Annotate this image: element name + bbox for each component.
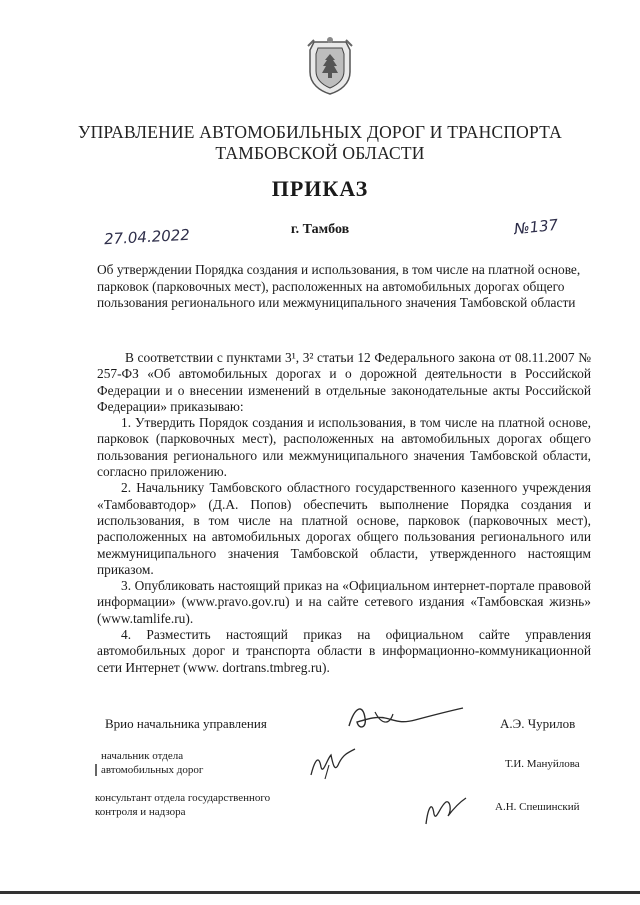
- handwritten-order-number: №137: [513, 215, 560, 239]
- order-item-4: 4. Разместить настоящий приказ на официальном сайте управления автомобильных дорог и транспорта области в информационно-коммуникационной сети Интернет (www. dortrans.tmbreg.ru).: [97, 627, 591, 675]
- approver2-position-line2: контроля и надзора: [95, 806, 186, 818]
- signature-main: [345, 698, 475, 743]
- approver1-position-line2: автомобильных дорог: [101, 764, 204, 776]
- signatory-name: А.Э. Чурилов: [500, 716, 576, 731]
- handwritten-date: 27.04.2022: [103, 225, 191, 249]
- signatory-position: Врио начальника управления: [105, 716, 267, 731]
- approver2-name: А.Н. Спешинский: [495, 801, 580, 813]
- signature-approver1: [305, 745, 365, 790]
- document-type-title: ПРИКАЗ: [271, 176, 369, 201]
- order-subject: Об утверждении Порядка создания и использования, в том числе на платной основе, парковок (парковочных мест), расположенных на автомобильных дорогах общего пользования регионального или межмуниципального значения Тамбовской области: [97, 262, 581, 311]
- order-item-2: 2. Начальнику Тамбовского областного государственного казенного учреждения «Тамбовавтодор» (Д.А. Попов) обеспечить выполнение Порядка создания и использования, в том числе на платной основе, парковок (парковочных мест), расположенных на автомобильных дорогах общего пользования регионального или межмуниципального значения Тамбовской области, утвержденного настоящим приказом.: [97, 480, 591, 577]
- city-label: г. Тамбов: [290, 222, 350, 237]
- preamble-paragraph: В соответствии с пунктами 3¹, 3² статьи 12 Федерального закона от 08.11.2007 № 257-ФЗ «Об автомобильных дорогах и о дорожной деятельности в Российской Федерации и о внесении изменений в отдельные законодательные акты Российской Федерации» приказываю:: [97, 350, 591, 414]
- order-item-1: 1. Утвердить Порядок создания и использования, в том числе на платной основе, парковок (парковочных мест), расположенных на автомобильных дорогах общего пользования регионального или межмуниципального значения Тамбовской области, согласно приложению.: [97, 415, 591, 480]
- signature-approver2: [420, 790, 470, 835]
- agency-name-line1: УПРАВЛЕНИЕ АВТОМОБИЛЬНЫХ ДОРОГ И ТРАНСПОРТА: [77, 122, 563, 142]
- margin-mark: [95, 764, 97, 776]
- agency-name-line2: ТАМБОВСКОЙ ОБЛАСТИ: [215, 143, 425, 163]
- order-item-3: 3. Опубликовать настоящий приказ на «Официальном интернет-портале правовой информации» (www.pravo.gov.ru) и на сайте сетевого издания «Тамбовская жизнь» (www.tamlife.ru).: [97, 578, 591, 626]
- coat-of-arms-icon: [304, 36, 356, 96]
- approver2-position-line1: консультант отдела государственного: [95, 792, 271, 804]
- approver1-position-line1: начальник отдела: [101, 750, 184, 762]
- page-bottom-border: [0, 891, 640, 894]
- order-body: [97, 350, 591, 676]
- approver1-name: Т.И. Мануйлова: [505, 758, 580, 770]
